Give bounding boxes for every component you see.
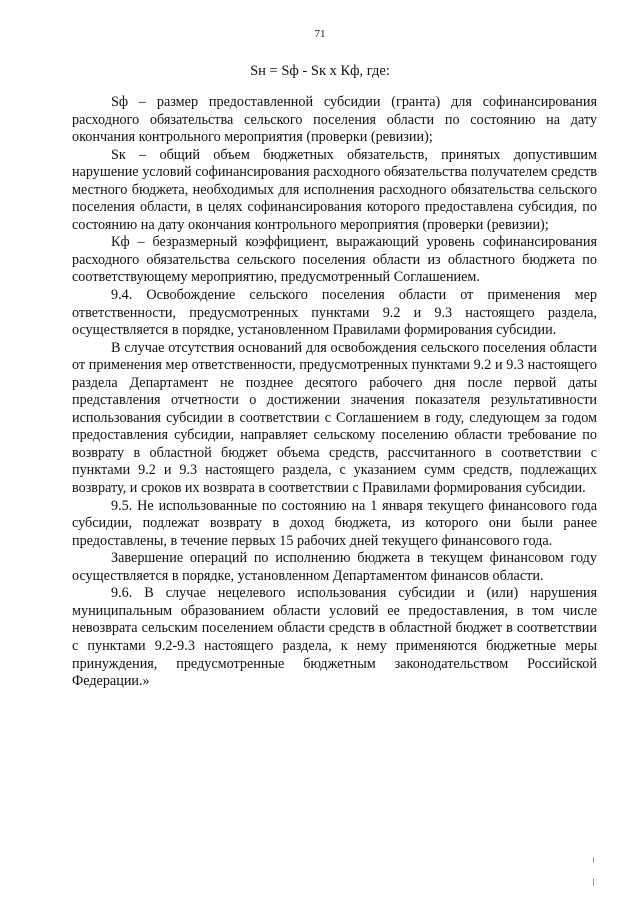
- paragraph-kf-definition: Кф – безразмерный коэффициент, выражающий уровень софинансирования расходного обязательства сельского поселения области из областного бюджета по соответствующему мероприятию, предусмотренный Соглашением.: [72, 234, 597, 286]
- paragraph-budget-completion: Завершение операций по исполнению бюджета в текущем финансовом году осуществляется в порядке, установленном Департаментом финансов области.: [72, 550, 597, 584]
- paragraph-sf-definition: Sф – размер предоставленной субсидии (гранта) для софинансирования расходного обязательства сельского поселения области по состоянию на дату окончания контрольного мероприятия (проверки (ревизии);: [72, 94, 597, 146]
- paragraph-9-6: 9.6. В случае нецелевого использования субсидии и (или) нарушения муниципальным образованием области условий ее предоставления, в том числе невозврата сельским поселением области средств в областной бюджет в соответствии с пунктами 9.2-9.3 настоящего раздела, к нему применяются бюджетные меры принуждения, предусмотренные бюджетным законодательством Российской Федерации.»: [72, 585, 597, 690]
- paragraph-9-5: 9.5. Не использованные по состоянию на 1 января текущего финансового года субсидии, подлежат возврату в доход бюджета, из которого они были ранее предоставлены, в течение первых 15 рабочих дней текущего финансового года.: [72, 497, 597, 549]
- paragraph-absence-of-grounds: В случае отсутствия оснований для освобождения сельского поселения области от применения мер ответственности, предусмотренных пунктами 9.2 и 9.3 настоящего раздела Департамент не позднее десятого рабочего дня после первой даты представления отчетности о достижении значения показателя результативности использования субсидии в соответствии с Соглашением в году, следующем за годом предоставления субсидии, направляет сельскому поселению области требование по возврату в областной бюджет объема средств, рассчитанного в соответствии с пунктами 9.2 и 9.3 настоящего раздела, с указанием сумм средств, подлежащих возврату, и сроков их возврата в соответствии с Правилами формирования субсидии.: [72, 339, 597, 497]
- paragraph-sk-definition: Sк – общий объем бюджетных обязательств, принятых допустившим нарушение условий софинансирования расходного обязательства получателем средств местного бюджета, необходимых для исполнения расходного обязательства сельского поселения области, в целях софинансирования которого предоставлена субсидия, по состоянию на дату окончания контрольного мероприятия (проверки (ревизии);: [72, 146, 597, 233]
- paragraph-9-4: 9.4. Освобождение сельского поселения области от применения мер ответственности, предусмотренных пунктами 9.2 и 9.3 настоящего раздела, осуществляется в порядке, установленном Правилами формирования субсидии.: [72, 287, 597, 339]
- page-number: 71: [314, 28, 326, 40]
- scan-edge-mark: [593, 857, 594, 863]
- formula-line: Sн = Sф - Sк х Кф, где:: [250, 63, 390, 79]
- scan-edge-mark: [593, 878, 594, 886]
- body-text: [72, 94, 597, 691]
